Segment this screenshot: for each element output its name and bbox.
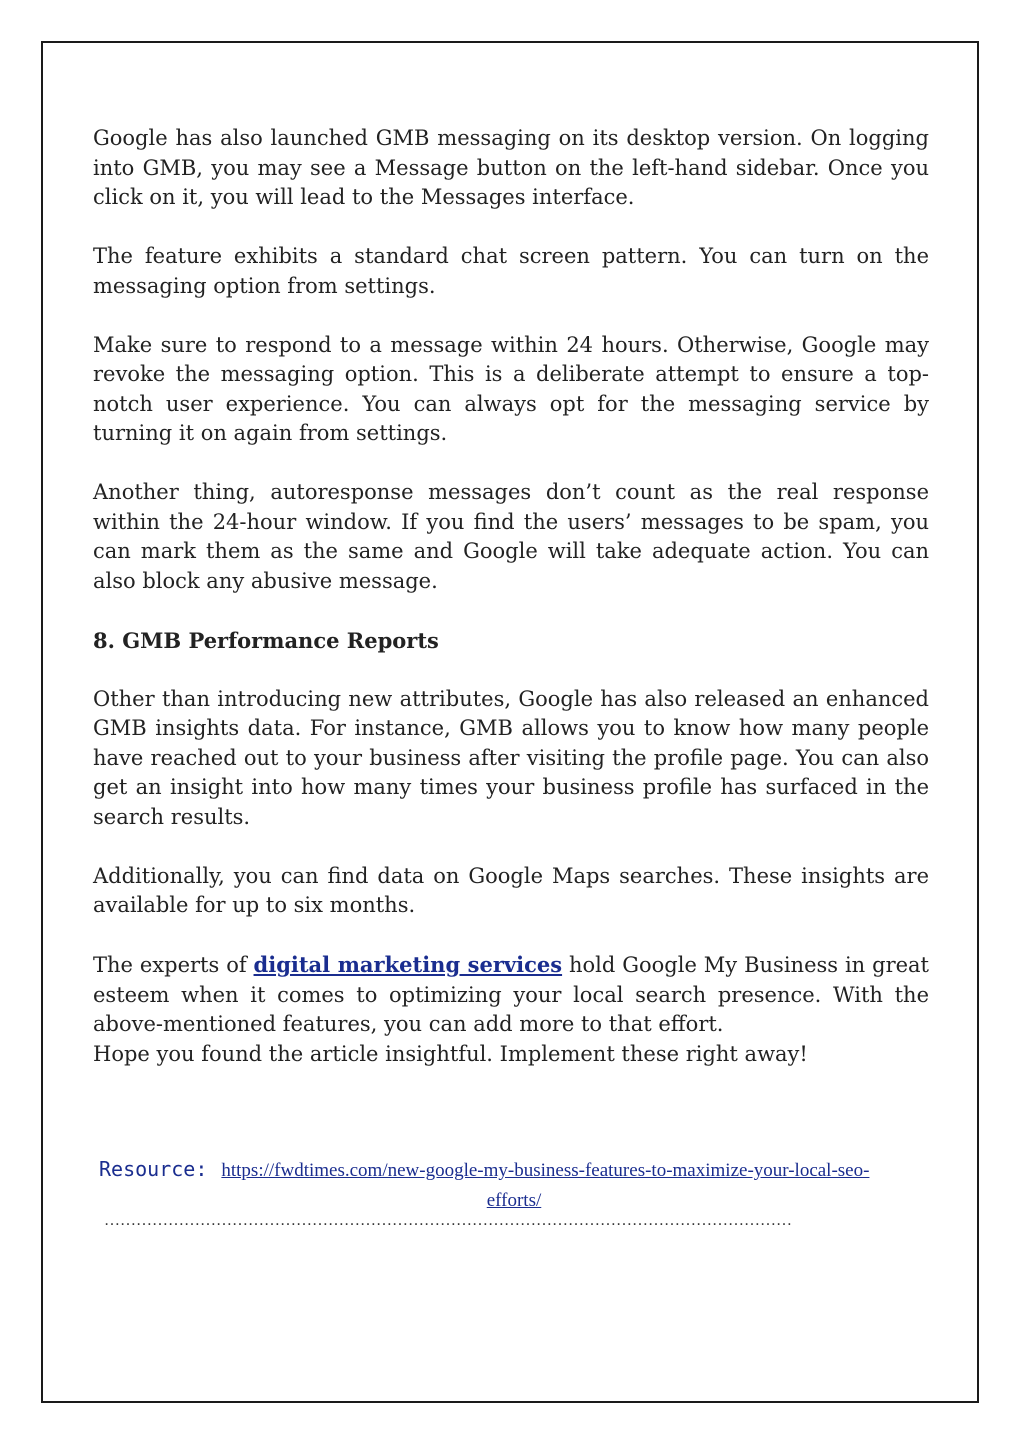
paragraph-autoresponse: Another thing, autoresponse messages don’t count as the real response within the 24-hour window. If you find the users’ messages to be spam, you can mark them as the same and Google will take adequate action. You can also block any abusive message.	[93, 480, 929, 593]
section-heading: 8. GMB Performance Reports	[93, 627, 439, 653]
paragraph-insights: Other than introducing new attributes, Google has also released an enhanced GMB insights data. For instance, GMB allows you to know how many people have reached out to your business after visiting the profile page. You can also get an insight into how many times your business profile has surfaced in the search results.	[93, 686, 929, 829]
paragraph-chat-feature: The feature exhibits a standard chat screen pattern. You can turn on the messaging option from settings.	[93, 244, 929, 298]
paragraph-respond-24h: Make sure to respond to a message within 24 hours. Otherwise, Google may revoke the messaging option. This is a deliberate attempt to ensure a top-notch user experience. You can always opt for the messaging service by turning it on again from settings.	[93, 332, 929, 445]
digital-marketing-services-link[interactable]: digital marketing services	[253, 952, 563, 977]
resource-block	[99, 1154, 929, 1216]
resource-url-link-continuation[interactable]: efforts/	[486, 1190, 542, 1211]
paragraph-experts	[93, 950, 929, 1040]
paragraph-maps-data: Additionally, you can find data on Google Maps searches. These insights are available for up to six months.	[93, 863, 929, 917]
article-body	[93, 124, 929, 1069]
experts-text-before: The experts of	[93, 953, 254, 977]
paragraph-gmb-messaging: Google has also launched GMB messaging on its desktop version. On logging into GMB, you may see a Message button on the left-hand sidebar. Once you click on it, you will lead to the Messages interface.	[93, 126, 929, 209]
experts-text-after: hold Google My Business in great esteem when it comes to optimizing your local search presence. With the above-mentioned features, you can add more to that effort.	[93, 953, 929, 1036]
resource-label: Resource:	[99, 1157, 208, 1181]
closing-line: Hope you found the article insightful. Implement these right away!	[93, 1041, 808, 1066]
dotted-divider: …………………………………………………………………………………………………………………	[104, 1212, 792, 1229]
resource-url-link[interactable]: https://fwdtimes.com/new-google-my-business-features-to-maximize-your-local-seo-	[221, 1160, 870, 1181]
